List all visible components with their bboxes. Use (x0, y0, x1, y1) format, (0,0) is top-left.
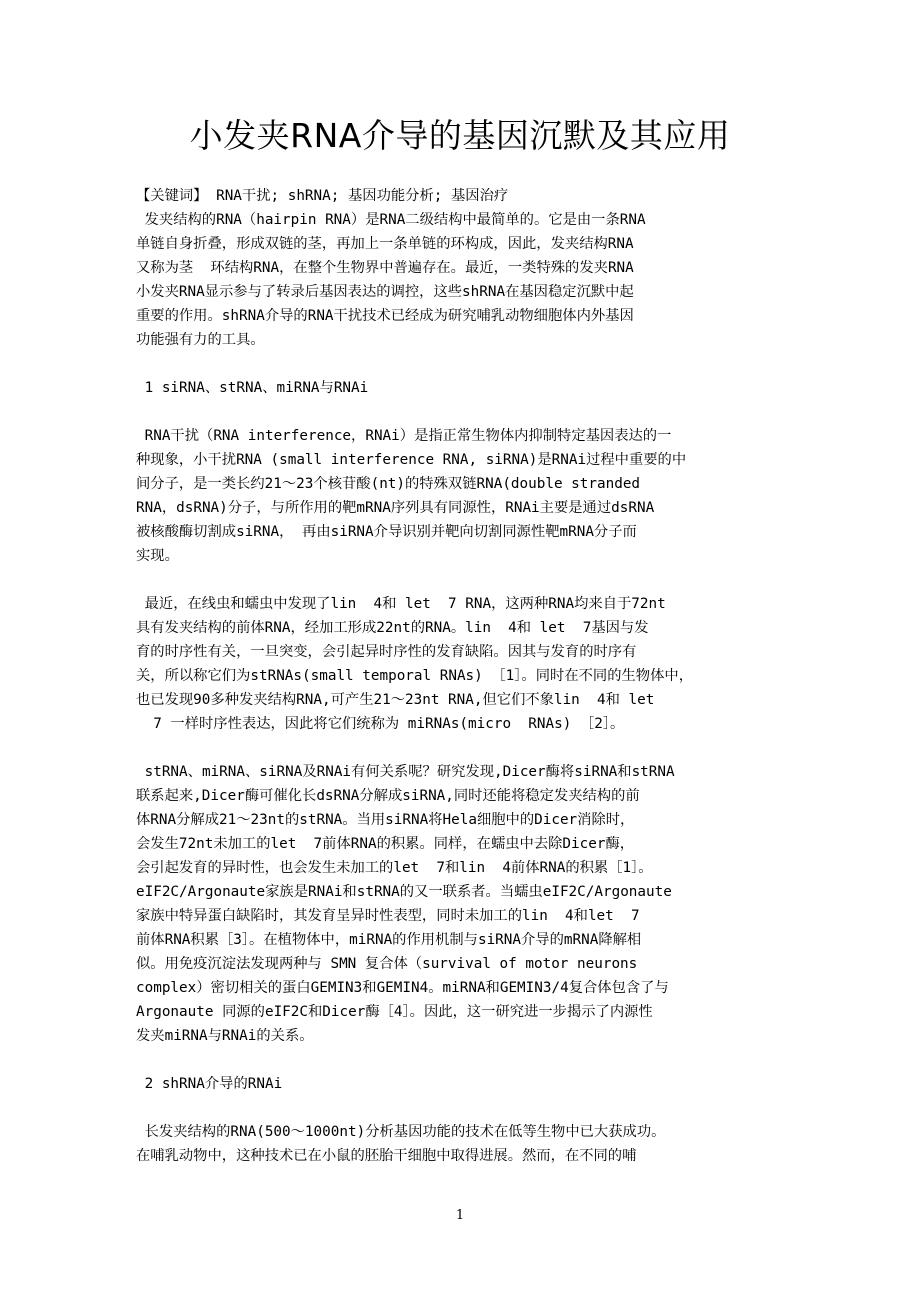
blank-line (136, 736, 786, 760)
text-line: 育的时序性有关，一旦突变，会引起异时序性的发育缺陷。因其与发育的时序有 (136, 644, 637, 660)
page-number: 1 (455, 1208, 465, 1223)
document-body (136, 184, 786, 1168)
text-line: RNA干扰（RNA interference，RNAi）是指正常生物体内抑制特定基因表达的一 (136, 428, 672, 444)
text-line: 2 shRNA介导的RNAi (136, 1076, 283, 1092)
text-line: Argonaute 同源的eIF2C和Dicer酶［4］。因此，这一研究进一步揭示了内源性 (136, 1004, 653, 1020)
text-line: stRNA、miRNA、siRNA及RNAi有何关系呢？研究发现,Dicer酶将siRNA和stRNA (136, 764, 675, 780)
text-line: 家族中特异蛋白缺陷时，其发育呈异时性表型，同时未加工的lin 4和let 7 (136, 908, 640, 924)
blank-line (136, 352, 786, 376)
document-title: 小发夹RNA介导的基因沉默及其应用 (189, 116, 731, 155)
blank-line (136, 1096, 786, 1120)
text-line: 7 一样时序性表达，因此将它们统称为 miRNAs(micro RNAs) ［2］。 (136, 716, 625, 732)
text-line: 也已发现90多种发夹结构RNA,可产生21～23nt RNA,但它们不象lin 4和 let (136, 692, 655, 708)
text-line: 功能强有力的工具。 (136, 332, 265, 348)
text-line: 体RNA分解成21～23nt的stRNA。当用siRNA将Hela细胞中的Dicer消除时， (136, 812, 635, 828)
text-line: 1 siRNA、stRNA、miRNA与RNAi (136, 380, 369, 396)
text-line: 具有发夹结构的前体RNA，经加工形成22nt的RNA。lin 4和 let 7基因与发 (136, 620, 649, 636)
text-line: 联系起来,Dicer酶可催化长dsRNA分解成siRNA,同时还能将稳定发夹结构的前 (136, 788, 640, 804)
text-line: 种现象，小干扰RNA (small interference RNA, siRNA)是RNAi过程中重要的中 (136, 452, 687, 468)
text-line: 又称为茎 环结构RNA，在整个生物界中普遍存在。最近，一类特殊的发夹RNA (136, 260, 634, 276)
text-line: 会发生72nt未加工的let 7前体RNA的积累。同样，在蠕虫中去除Dicer酶， (136, 836, 635, 852)
text-line: RNA，dsRNA)分子，与所作用的靶mRNA序列具有同源性，RNAi主要是通过dsRNA (136, 500, 655, 516)
text-line: 单链自身折叠，形成双链的茎，再加上一条单链的环构成，因此，发夹结构RNA (136, 236, 634, 252)
text-line: 发夹miRNA与RNAi的关系。 (136, 1028, 314, 1044)
text-line: eIF2C/Argonaute家族是RNAi和stRNA的又一联系者。当蠕虫eIF2C/Argonaute (136, 884, 672, 900)
blank-line (136, 400, 786, 424)
text-line: 小发夹RNA显示参与了转录后基因表达的调控，这些shRNA在基因稳定沉默中起 (136, 284, 634, 300)
blank-line (136, 568, 786, 592)
text-line: 间分子，是一类长约21～23个核苷酸(nt)的特殊双链RNA(double stranded (136, 476, 641, 492)
text-line: 发夹结构的RNA（hairpin RNA）是RNA二级结构中最简单的。它是由一条RNA (136, 212, 646, 228)
text-line: 实现。 (136, 548, 179, 564)
keywords-line: 【关键词】 RNA干扰; shRNA; 基因功能分析; 基因治疗 (136, 188, 509, 204)
text-line: 重要的作用。shRNA介导的RNA干扰技术已经成为研究哺乳动物细胞体内外基因 (136, 308, 634, 324)
text-line: 似。用免疫沉淀法发现两种与 SMN 复合体（survival of motor neurons (136, 956, 638, 972)
blank-line (136, 1048, 786, 1072)
text-line: 前体RNA积累［3］。在植物体中，miRNA的作用机制与siRNA介导的mRNA降解相 (136, 932, 642, 948)
text-line: 被核酸酶切割成siRNA， 再由siRNA介导识别并靶向切割同源性靶mRNA分子而 (136, 524, 637, 540)
text-line: 长发夹结构的RNA(500～1000nt)分析基因功能的技术在低等生物中已大获成功。 (136, 1124, 666, 1140)
text-line: 关，所以称它们为stRNAs(small temporal RNAs) ［1］。同时在不同的生物体中， (136, 668, 693, 684)
text-line: complex）密切相关的蛋白GEMIN3和GEMIN4。miRNA和GEMIN3/4复合体包含了与 (136, 980, 669, 996)
text-line: 最近，在线虫和蠕虫中发现了lin 4和 let 7 RNA，这两种RNA均来自于72nt (136, 596, 666, 612)
text-line: 会引起发育的异时性，也会发生未加工的let 7和lin 4前体RNA的积累［1］。 (136, 860, 653, 876)
text-line: 在哺乳动物中，这种技术已在小鼠的胚胎干细胞中取得进展。然而，在不同的哺 (136, 1148, 637, 1164)
